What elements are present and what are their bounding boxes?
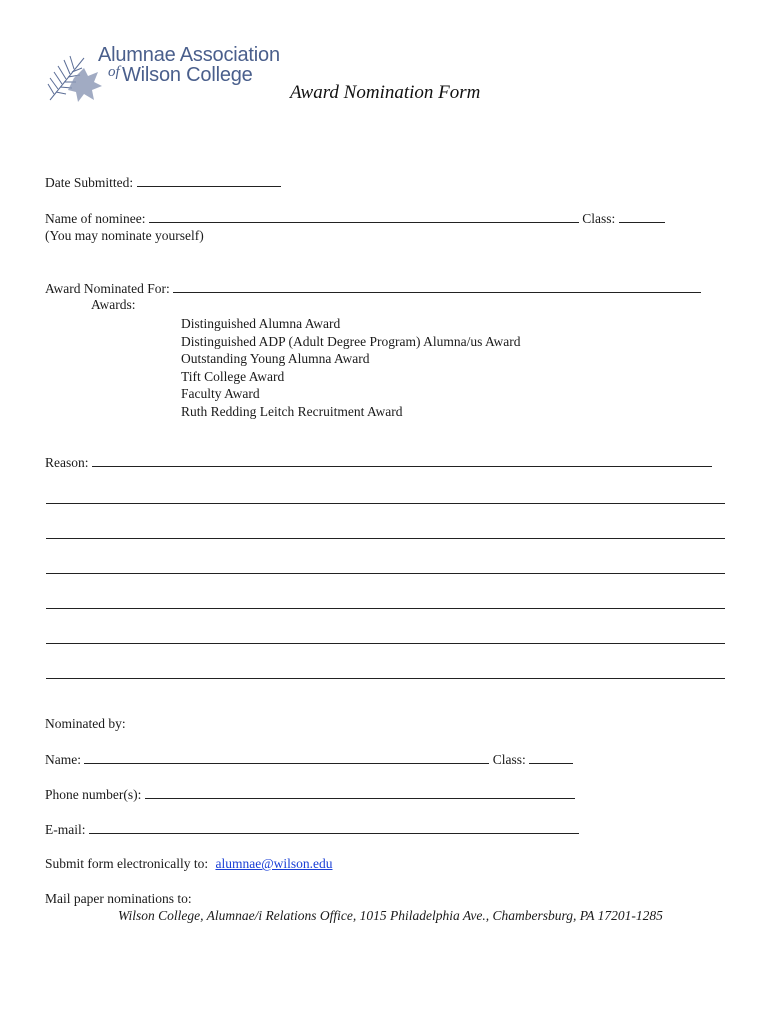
date-submitted-row xyxy=(45,174,281,191)
reason-line[interactable] xyxy=(46,503,725,504)
reason-row xyxy=(45,454,712,471)
submit-email-link[interactable]: alumnae@wilson.edu xyxy=(215,856,333,871)
reason-line[interactable] xyxy=(46,538,725,539)
nominee-class-label: Class: xyxy=(582,211,616,226)
award-item: Tift College Award xyxy=(181,368,285,384)
nominator-name-label: Name: xyxy=(45,752,81,767)
reason-field[interactable] xyxy=(92,454,712,467)
nominee-row xyxy=(45,210,665,227)
form-title: Award Nomination Form xyxy=(290,82,481,103)
nominee-class-field[interactable] xyxy=(619,210,665,223)
reason-line[interactable] xyxy=(46,678,725,679)
nominator-name-field[interactable] xyxy=(84,751,489,764)
award-item: Ruth Redding Leitch Recruitment Award xyxy=(181,403,403,419)
nominate-yourself-note: (You may nominate yourself) xyxy=(45,228,204,243)
nominated-by-heading: Nominated by: xyxy=(45,716,126,731)
email-row xyxy=(45,821,579,838)
email-label: E-mail: xyxy=(45,822,86,837)
mail-address: Wilson College, Alumnae/i Relations Office, 1015 Philadelphia Ave., Chambersburg, PA 17201-1285 xyxy=(118,908,663,923)
nominee-name-field[interactable] xyxy=(149,210,579,223)
award-nominated-field[interactable] xyxy=(173,280,701,293)
award-item: Faculty Award xyxy=(181,386,260,401)
date-submitted-field[interactable] xyxy=(137,174,281,187)
awards-heading: Awards: xyxy=(91,297,136,312)
reason-line[interactable] xyxy=(46,643,725,644)
date-submitted-label: Date Submitted: xyxy=(45,175,134,190)
submit-row xyxy=(45,856,333,872)
award-item: Distinguished ADP (Adult Degree Program) Alumna/us Award xyxy=(181,333,521,349)
phone-label: Phone number(s): xyxy=(45,787,142,802)
alumnae-association-logo xyxy=(44,44,280,106)
logo-line-2: Wilson College xyxy=(122,64,253,86)
award-nominated-row xyxy=(45,280,701,297)
reason-line[interactable] xyxy=(46,608,725,609)
logo-line-1: Alumnae Association xyxy=(98,44,280,66)
nominee-label: Name of nominee: xyxy=(45,211,146,226)
pine-leaf-icon xyxy=(44,48,106,106)
award-item: Outstanding Young Alumna Award xyxy=(181,351,370,366)
awards-list xyxy=(181,315,520,420)
logo-of: of xyxy=(108,64,120,80)
phone-field[interactable] xyxy=(145,786,575,799)
reason-label: Reason: xyxy=(45,455,89,470)
award-item: Distinguished Alumna Award xyxy=(181,316,341,331)
submit-label: Submit form electronically to: xyxy=(45,856,209,871)
award-nominated-label: Award Nominated For: xyxy=(45,281,170,296)
nominator-class-label: Class: xyxy=(492,752,526,767)
reason-line[interactable] xyxy=(46,573,725,574)
nominator-class-field[interactable] xyxy=(529,751,573,764)
email-field[interactable] xyxy=(89,821,579,834)
mail-label: Mail paper nominations to: xyxy=(45,891,192,906)
nominator-name-row xyxy=(45,751,573,768)
phone-row xyxy=(45,786,575,803)
